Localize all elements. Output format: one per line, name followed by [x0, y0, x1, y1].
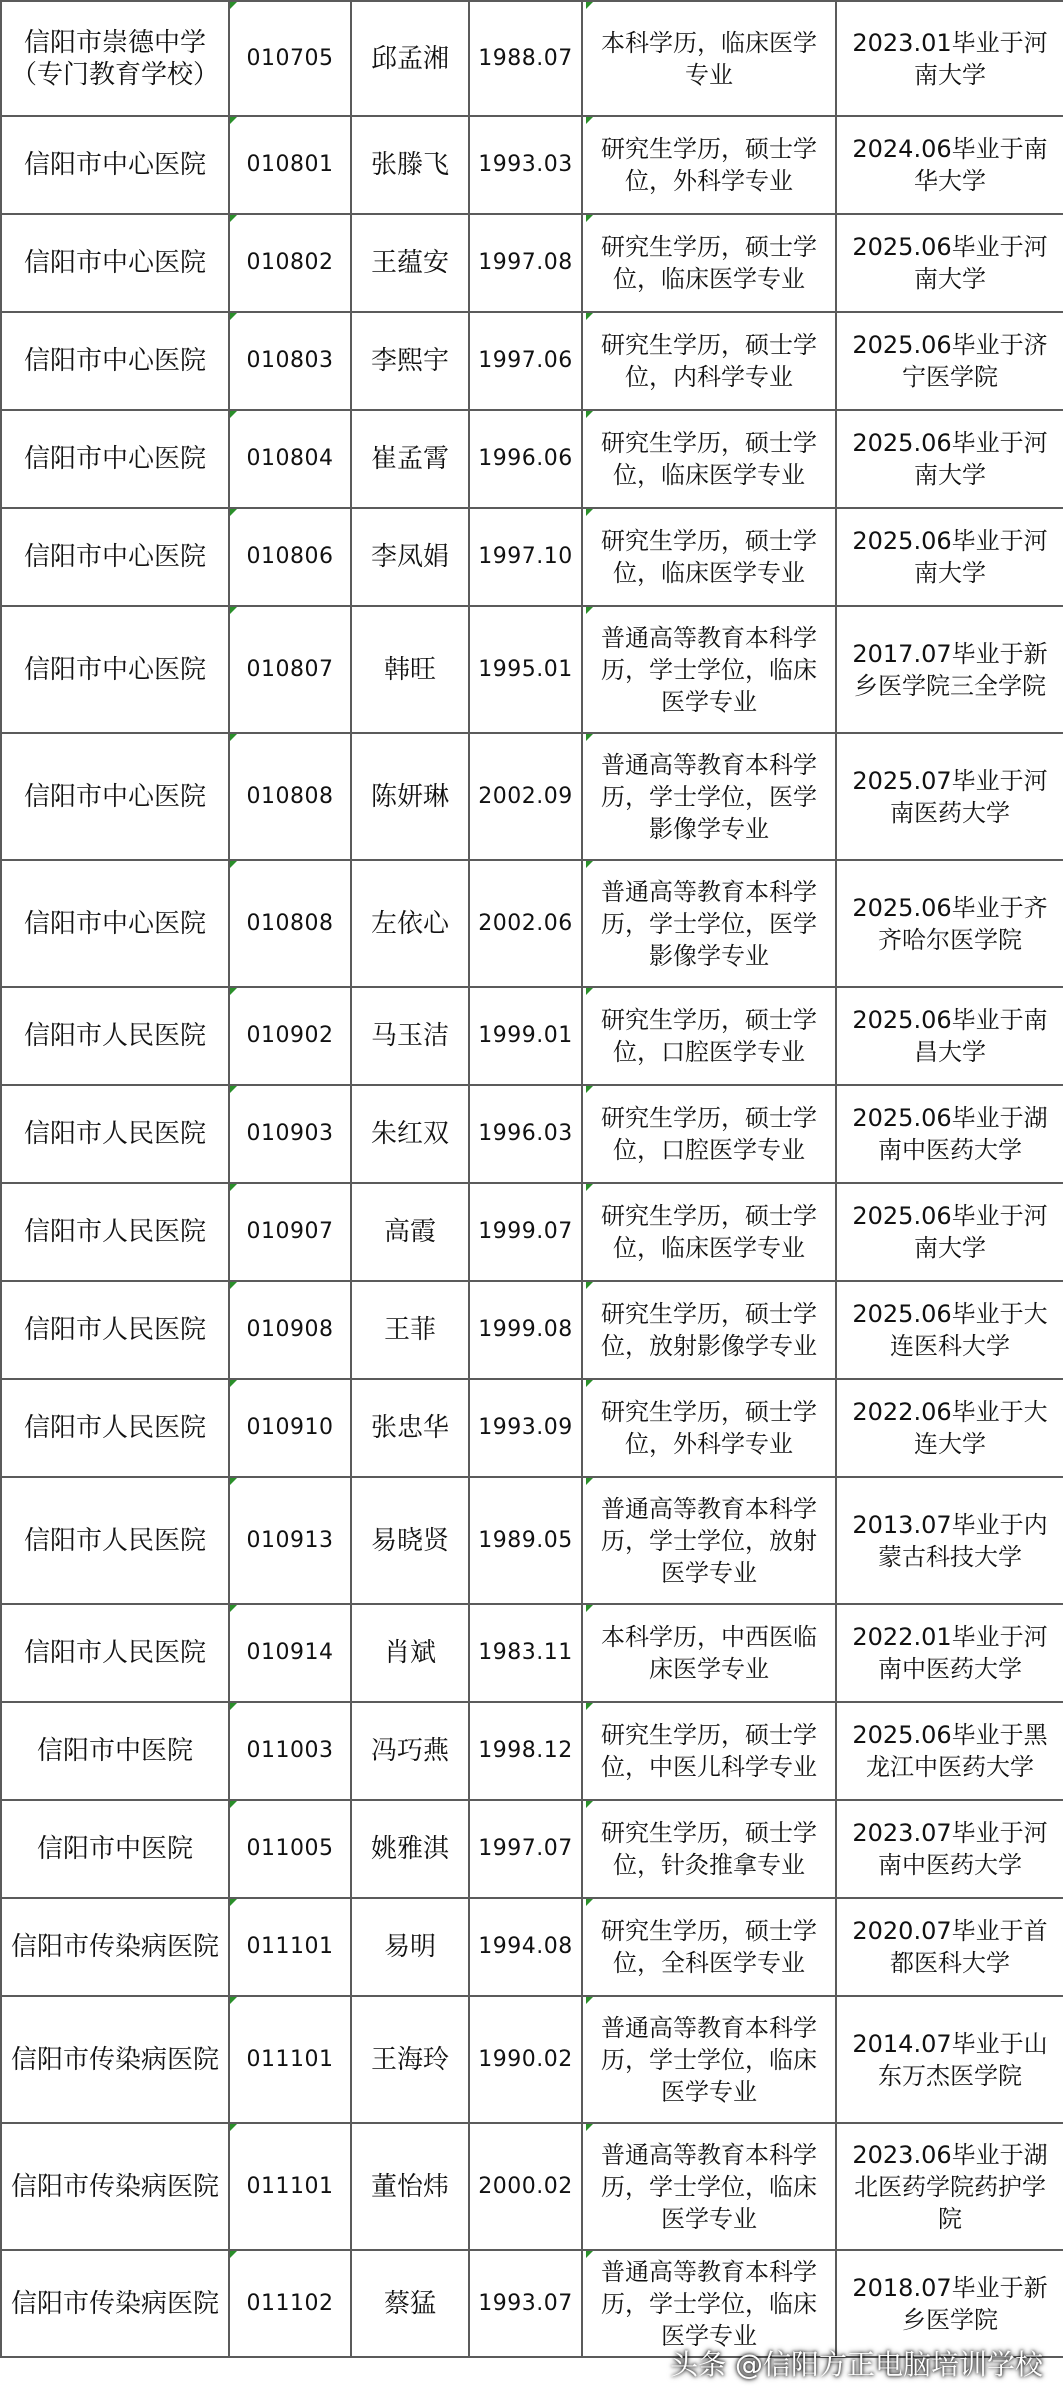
- name-cell: 朱红双: [351, 1085, 469, 1183]
- cell-corner-mark: [586, 509, 593, 516]
- name-cell: 韩旺: [351, 606, 469, 733]
- unit-cell: 信阳市中心医院: [1, 508, 229, 606]
- unit-cell: 信阳市中心医院: [1, 116, 229, 214]
- table-row: [1, 1281, 1063, 1379]
- cell-corner-mark: [230, 1380, 237, 1387]
- unit-cell: 信阳市人民医院: [1, 1604, 229, 1702]
- cell-corner-mark: [586, 1380, 593, 1387]
- post-code-cell: 010808: [229, 860, 351, 987]
- birth-date-cell: 1997.10: [469, 508, 582, 606]
- post-code-cell: 010907: [229, 1183, 351, 1281]
- post-code-cell: 011003: [229, 1702, 351, 1800]
- birth-date-cell: 2002.06: [469, 860, 582, 987]
- unit-cell: 信阳市中医院: [1, 1702, 229, 1800]
- name-cell: 左依心: [351, 860, 469, 987]
- post-code-cell: 010903: [229, 1085, 351, 1183]
- table-row: [1, 2123, 1063, 2250]
- post-code-cell: 011101: [229, 1996, 351, 2123]
- cell-corner-mark: [230, 607, 237, 614]
- education-cell: 本科学历，临床医学 专业: [582, 1, 836, 116]
- graduation-cell: 2023.01毕业于河 南大学: [836, 1, 1063, 116]
- education-cell: 普通高等教育本科学 历，学士学位，临床 医学专业: [582, 1996, 836, 2123]
- table-row: [1, 606, 1063, 733]
- education-cell: 研究生学历，硕士学 位，临床医学专业: [582, 1183, 836, 1281]
- name-cell: 陈妍琳: [351, 733, 469, 860]
- cell-corner-mark: [230, 1478, 237, 1485]
- post-code-cell: 011101: [229, 1898, 351, 1996]
- graduation-cell: 2025.06毕业于河 南大学: [836, 214, 1063, 312]
- table-row: [1, 410, 1063, 508]
- unit-cell: 信阳市人民医院: [1, 1477, 229, 1604]
- unit-cell: 信阳市传染病医院: [1, 2123, 229, 2250]
- post-code-cell: 011101: [229, 2123, 351, 2250]
- cell-corner-mark: [230, 2, 237, 9]
- birth-date-cell: 1999.07: [469, 1183, 582, 1281]
- education-cell: 普通高等教育本科学 历，学士学位，临床 医学专业: [582, 2250, 836, 2357]
- birth-date-cell: 1998.12: [469, 1702, 582, 1800]
- cell-corner-mark: [586, 2124, 593, 2131]
- unit-cell: 信阳市中医院: [1, 1800, 229, 1898]
- post-code-cell: 011005: [229, 1800, 351, 1898]
- name-cell: 蔡猛: [351, 2250, 469, 2357]
- graduation-cell: 2025.06毕业于南 昌大学: [836, 987, 1063, 1085]
- birth-date-cell: 1990.02: [469, 1996, 582, 2123]
- table-row: [1, 1800, 1063, 1898]
- unit-cell: 信阳市中心医院: [1, 733, 229, 860]
- name-cell: 马玉洁: [351, 987, 469, 1085]
- unit-cell: 信阳市中心医院: [1, 214, 229, 312]
- table-row: [1, 1, 1063, 116]
- name-cell: 冯巧燕: [351, 1702, 469, 1800]
- graduation-cell: 2025.06毕业于黑 龙江中医药大学: [836, 1702, 1063, 1800]
- unit-cell: 信阳市传染病医院: [1, 1996, 229, 2123]
- cell-corner-mark: [586, 1184, 593, 1191]
- table-row: [1, 1477, 1063, 1604]
- table-row: [1, 860, 1063, 987]
- education-cell: 研究生学历，硕士学 位，放射影像学专业: [582, 1281, 836, 1379]
- education-cell: 普通高等教育本科学 历，学士学位，临床 医学专业: [582, 2123, 836, 2250]
- cell-corner-mark: [586, 215, 593, 222]
- table-row: [1, 1898, 1063, 1996]
- cell-corner-mark: [586, 411, 593, 418]
- birth-date-cell: 1983.11: [469, 1604, 582, 1702]
- unit-cell: 信阳市传染病医院: [1, 2250, 229, 2357]
- name-cell: 易晓贤: [351, 1477, 469, 1604]
- table-row: [1, 1604, 1063, 1702]
- name-cell: 肖斌: [351, 1604, 469, 1702]
- cell-corner-mark: [586, 2, 593, 9]
- cell-corner-mark: [586, 1703, 593, 1710]
- post-code-cell: 010705: [229, 1, 351, 116]
- education-cell: 研究生学历，硕士学 位，全科医学专业: [582, 1898, 836, 1996]
- unit-cell: 信阳市中心医院: [1, 606, 229, 733]
- post-code-cell: 010902: [229, 987, 351, 1085]
- cell-corner-mark: [230, 215, 237, 222]
- table-row: [1, 1183, 1063, 1281]
- birth-date-cell: 1996.06: [469, 410, 582, 508]
- cell-corner-mark: [230, 1703, 237, 1710]
- cell-corner-mark: [230, 2251, 237, 2258]
- name-cell: 王蕴安: [351, 214, 469, 312]
- cell-corner-mark: [230, 411, 237, 418]
- post-code-cell: 010914: [229, 1604, 351, 1702]
- graduation-cell: 2023.07毕业于河 南中医药大学: [836, 1800, 1063, 1898]
- table-body: [1, 1, 1063, 2357]
- graduation-cell: 2025.06毕业于河 南大学: [836, 410, 1063, 508]
- birth-date-cell: 1995.01: [469, 606, 582, 733]
- post-code-cell: 010807: [229, 606, 351, 733]
- graduation-cell: 2025.06毕业于大 连医科大学: [836, 1281, 1063, 1379]
- graduation-cell: 2013.07毕业于内 蒙古科技大学: [836, 1477, 1063, 1604]
- table-row: [1, 508, 1063, 606]
- cell-corner-mark: [230, 734, 237, 741]
- cell-corner-mark: [230, 1801, 237, 1808]
- unit-cell: 信阳市中心医院: [1, 410, 229, 508]
- table-row: [1, 1085, 1063, 1183]
- cell-corner-mark: [230, 313, 237, 320]
- birth-date-cell: 1993.03: [469, 116, 582, 214]
- cell-corner-mark: [586, 1801, 593, 1808]
- education-cell: 普通高等教育本科学 历，学士学位，医学 影像学专业: [582, 860, 836, 987]
- cell-corner-mark: [586, 861, 593, 868]
- unit-cell: 信阳市中心医院: [1, 860, 229, 987]
- graduation-cell: 2025.06毕业于济 宁医学院: [836, 312, 1063, 410]
- cell-corner-mark: [586, 1997, 593, 2004]
- table-row: [1, 1379, 1063, 1477]
- name-cell: 高霞: [351, 1183, 469, 1281]
- name-cell: 王菲: [351, 1281, 469, 1379]
- graduation-cell: 2024.06毕业于南 华大学: [836, 116, 1063, 214]
- post-code-cell: 010806: [229, 508, 351, 606]
- unit-cell: 信阳市中心医院: [1, 312, 229, 410]
- cell-corner-mark: [230, 1899, 237, 1906]
- unit-cell: 信阳市人民医院: [1, 1281, 229, 1379]
- education-cell: 普通高等教育本科学 历，学士学位，医学 影像学专业: [582, 733, 836, 860]
- name-cell: 李凤娟: [351, 508, 469, 606]
- name-cell: 李熙宇: [351, 312, 469, 410]
- education-cell: 研究生学历，硕士学 位，外科学专业: [582, 116, 836, 214]
- table-row: [1, 733, 1063, 860]
- cell-corner-mark: [586, 1282, 593, 1289]
- education-cell: 研究生学历，硕士学 位，外科学专业: [582, 1379, 836, 1477]
- graduation-cell: 2018.07毕业于新 乡医学院: [836, 2250, 1063, 2357]
- graduation-cell: 2023.06毕业于湖 北医药学院药护学 院: [836, 2123, 1063, 2250]
- birth-date-cell: 1989.05: [469, 1477, 582, 1604]
- birth-date-cell: 2000.02: [469, 2123, 582, 2250]
- table-row: [1, 1996, 1063, 2123]
- table-row: [1, 312, 1063, 410]
- cell-corner-mark: [230, 861, 237, 868]
- graduation-cell: 2025.06毕业于河 南大学: [836, 1183, 1063, 1281]
- education-cell: 本科学历，中西医临 床医学专业: [582, 1604, 836, 1702]
- unit-cell: 信阳市人民医院: [1, 987, 229, 1085]
- table-row: [1, 1702, 1063, 1800]
- cell-corner-mark: [586, 2251, 593, 2258]
- name-cell: 张忠华: [351, 1379, 469, 1477]
- post-code-cell: 010913: [229, 1477, 351, 1604]
- education-cell: 研究生学历，硕士学 位，口腔医学专业: [582, 1085, 836, 1183]
- name-cell: 董怡炜: [351, 2123, 469, 2250]
- graduation-cell: 2020.07毕业于首 都医科大学: [836, 1898, 1063, 1996]
- cell-corner-mark: [230, 1997, 237, 2004]
- birth-date-cell: 1994.08: [469, 1898, 582, 1996]
- education-cell: 普通高等教育本科学 历，学士学位，临床 医学专业: [582, 606, 836, 733]
- unit-cell: 信阳市人民医院: [1, 1379, 229, 1477]
- cell-corner-mark: [586, 1899, 593, 1906]
- name-cell: 王海玲: [351, 1996, 469, 2123]
- cell-corner-mark: [230, 1086, 237, 1093]
- cell-corner-mark: [586, 1086, 593, 1093]
- post-code-cell: 010803: [229, 312, 351, 410]
- education-cell: 普通高等教育本科学 历，学士学位，放射 医学专业: [582, 1477, 836, 1604]
- birth-date-cell: 1999.08: [469, 1281, 582, 1379]
- table-row: [1, 2250, 1063, 2357]
- post-code-cell: 011102: [229, 2250, 351, 2357]
- education-cell: 研究生学历，硕士学 位，临床医学专业: [582, 214, 836, 312]
- education-cell: 研究生学历，硕士学 位，临床医学专业: [582, 410, 836, 508]
- birth-date-cell: 1997.06: [469, 312, 582, 410]
- cell-corner-mark: [586, 1478, 593, 1485]
- graduation-cell: 2025.06毕业于河 南大学: [836, 508, 1063, 606]
- graduation-cell: 2017.07毕业于新 乡医学院三全学院: [836, 606, 1063, 733]
- name-cell: 邱孟湘: [351, 1, 469, 116]
- cell-corner-mark: [586, 313, 593, 320]
- graduation-cell: 2025.06毕业于齐 齐哈尔医学院: [836, 860, 1063, 987]
- birth-date-cell: 1999.01: [469, 987, 582, 1085]
- unit-cell: 信阳市人民医院: [1, 1183, 229, 1281]
- cell-corner-mark: [586, 734, 593, 741]
- post-code-cell: 010808: [229, 733, 351, 860]
- cell-corner-mark: [230, 2124, 237, 2131]
- graduation-cell: 2025.07毕业于河 南医药大学: [836, 733, 1063, 860]
- name-cell: 崔孟霄: [351, 410, 469, 508]
- cell-corner-mark: [230, 117, 237, 124]
- cell-corner-mark: [586, 1605, 593, 1612]
- birth-date-cell: 1997.07: [469, 1800, 582, 1898]
- table-row: [1, 214, 1063, 312]
- table-row: [1, 116, 1063, 214]
- post-code-cell: 010802: [229, 214, 351, 312]
- post-code-cell: 010804: [229, 410, 351, 508]
- education-cell: 研究生学历，硕士学 位，中医儿科学专业: [582, 1702, 836, 1800]
- post-code-cell: 010910: [229, 1379, 351, 1477]
- graduation-cell: 2025.06毕业于湖 南中医药大学: [836, 1085, 1063, 1183]
- education-cell: 研究生学历，硕士学 位，针灸推拿专业: [582, 1800, 836, 1898]
- birth-date-cell: 1996.03: [469, 1085, 582, 1183]
- cell-corner-mark: [586, 988, 593, 995]
- table-row: [1, 987, 1063, 1085]
- graduation-cell: 2022.01毕业于河 南中医药大学: [836, 1604, 1063, 1702]
- cell-corner-mark: [230, 509, 237, 516]
- education-cell: 研究生学历，硕士学 位，临床医学专业: [582, 508, 836, 606]
- cell-corner-mark: [586, 117, 593, 124]
- name-cell: 张滕飞: [351, 116, 469, 214]
- post-code-cell: 010801: [229, 116, 351, 214]
- education-cell: 研究生学历，硕士学 位，内科学专业: [582, 312, 836, 410]
- birth-date-cell: 1988.07: [469, 1, 582, 116]
- unit-cell: 信阳市传染病医院: [1, 1898, 229, 1996]
- name-cell: 姚雅淇: [351, 1800, 469, 1898]
- name-cell: 易明: [351, 1898, 469, 1996]
- cell-corner-mark: [230, 988, 237, 995]
- education-cell: 研究生学历，硕士学 位，口腔医学专业: [582, 987, 836, 1085]
- cell-corner-mark: [230, 1605, 237, 1612]
- birth-date-cell: 1993.07: [469, 2250, 582, 2357]
- cell-corner-mark: [586, 607, 593, 614]
- cell-corner-mark: [230, 1184, 237, 1191]
- birth-date-cell: 1993.09: [469, 1379, 582, 1477]
- cell-corner-mark: [230, 1282, 237, 1289]
- watermark: 头条 @信阳方正电脑培训学校: [670, 2348, 1043, 2381]
- post-code-cell: 010908: [229, 1281, 351, 1379]
- graduation-cell: 2022.06毕业于大 连大学: [836, 1379, 1063, 1477]
- graduation-cell: 2014.07毕业于山 东万杰医学院: [836, 1996, 1063, 2123]
- unit-cell: 信阳市人民医院: [1, 1085, 229, 1183]
- unit-cell: 信阳市崇德中学 （专门教育学校）: [1, 1, 229, 116]
- birth-date-cell: 2002.09: [469, 733, 582, 860]
- birth-date-cell: 1997.08: [469, 214, 582, 312]
